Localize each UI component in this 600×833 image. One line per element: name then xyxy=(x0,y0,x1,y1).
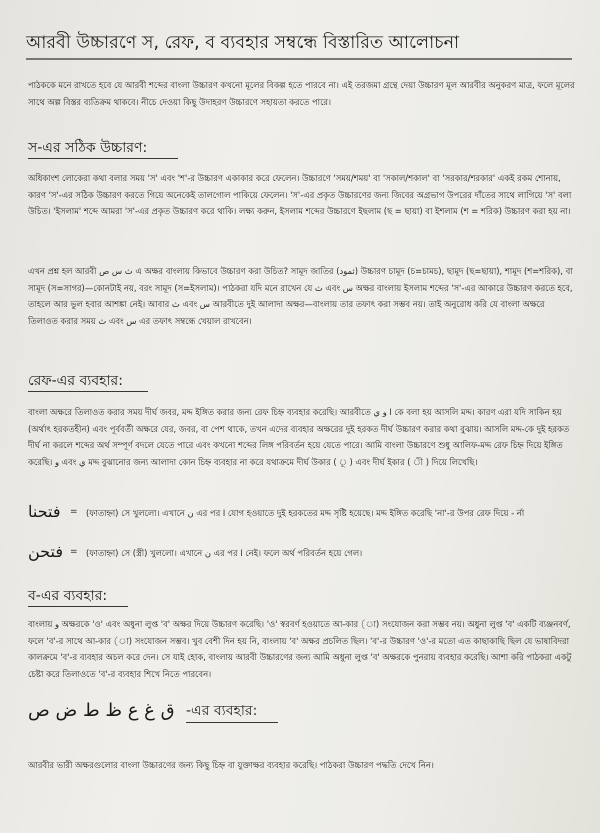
sa-paragraph-1: অধিকাংশ লোকেরা কথা বলার সময় 'স' এবং 'শ'-র উচ্চারণ একাকার করে ফেলেন। উচ্চারণে 'সময়/শময়' বা 'সকাল/শকাল' বা 'সরকার/শরকার' একই রকম শোনায়, কারণ 'স'-এর সঠিক উচ্চারণ করতে গিয়ে অনেকেই তালগোল পাকিয়ে ফেলেন। 'স'-এর প্রকৃত উচ্চারণের জন্য জিবের অগ্রভাগ উপরের দাঁতের সাথে লাগিয়ে 'স' বলা উচিত। 'ইসলাম' শব্দে আমরা 'স'-এর প্রকৃত উচ্চারণ করে থাকি। লক্ষ্য করুন, ইসলাম শব্দের উচ্চারণে ইছলাম (ছ = ছায়া) বা ইশলাম (শ = শরিক) উচ্চারণ করা হয় না। xyxy=(28,173,572,216)
section-heading-ba: ব-এর ব্যবহার: xyxy=(28,588,108,604)
example-row xyxy=(28,503,576,537)
ref-paragraph-1: বাংলা অক্ষরে তিলাওত করার সময় দীর্ঘ জবর, মদ্দ ইঙ্গিত করার জন্য রেফ চিহ্ন ব্যবহার করেছি। আরবীতে ا و ي কে বলা হয় আসলি মদ্দ। কারণ এরা যদি সাকিন হয় (অর্থাৎ হরকতহীন) এবং পূর্ববর্তী অক্ষরে যের, জবর, বা পেশ থাকে, তখন এদের ব্যবহার অক্ষরের দুই হরকত দীর্ঘ উচ্চারণ করার কথা বুঝায়। আসলি মদ্দ-কে দুই হরকত দীর্ঘ না করলে শব্দের অর্থ সম্পূর্ণ বদলে যেতে পারে এবং কখনো শব্দের লিঙ্গ পরিবর্তন হয়ে যেতে পারে। আমি বাংলা উচ্চারণে শুধু আলিফ-মদ্দ রেফ চিহ্ন দিয়ে ইঙ্গিত করেছি। و এবং ي মদ্দ বুঝানোর জন্য আলাদা কোন চিহ্ন ব্যবহার না করে যথাক্রমে দীর্ঘ উকার ( ূ ) এবং দীর্ঘ ইকার ( ী ) দিয়ে লিখেছি। xyxy=(28,407,570,467)
heading-underline xyxy=(28,606,128,607)
heading-underline xyxy=(186,722,278,723)
example-explanation: (ফাতাহ্না) সে খুললো। এখানে ن এর পর ا যোগ হওয়াতে দুই হরকতের মদ্দ সৃষ্টি হয়েছে। মদ্দ ইঙ্গিত করেছি 'না'-র উপর রেফ দিয়ে - র্না xyxy=(86,508,525,518)
title-divider xyxy=(26,58,572,60)
equals-sign: = xyxy=(70,507,78,517)
intro-paragraph: পাঠককে মনে রাখতে হবে যে আরবী শব্দের বাংলা উচ্চারণ কখনো মূলের বিকল্প হতে পারবে না। এই তরজমা গ্রন্থে দেয়া উচ্চারণ মূল আরবীর অনুকরণ মাত্র, ফলে মূলের সাথে অল্প বিস্তর ব্যতিক্রম থাকবে। নীচে দেওয়া কিছু উদাহরণ উচ্চারণে সহায়তা করতে পারে। xyxy=(28,80,575,107)
example-row xyxy=(28,543,576,565)
heavy-letters-paragraph: আরবীর ভারী অক্ষরগুলোর বাংলা উচ্চারণের জন্য কিছু চিহ্ন বা যুক্তাক্ষর ব্যবহার করেছি। পাঠকরা উচ্চারণ পদ্ধতি দেখে নিন। xyxy=(28,760,434,770)
sa-paragraph-2: এখন প্রশ্ন হল আরবী ث س ص এ অক্ষর বাংলায় কিভাবে উচ্চারণ করা উচিত? সামূদ জাতির (ثمود) উচ্চারণ চামূদ (চ=চামচ), ছামূদ (ছ=ছায়া), শামূদ (শ=শরিক), বা সামূদ (স=সাগর)—কোনটাই নয়, বরং সামূদ (স=ইসলাম)। পাঠকরা যদি মনে রাখেন যে ث এবং س অক্ষর বাংলায় ইসলাম শব্দের 'স'-এর আকারে উচ্চারণ করতে হবে, তাহলে আর ভুল হবার আশঙ্কা নেই। আবার ث এবং س আরবীতে দুই আলাদা অক্ষর—বাংলায় তার তফাৎ করা সম্ভব নয়। তাই অনুরোধ করি যে বাংলা অক্ষরে তিলাওত করার সময় ث এবং س এর তফাৎ সম্বন্ধে খেয়াল রাখবেন। xyxy=(28,266,573,326)
example-explanation: (ফাতাহ্না) সে (স্ত্রী) খুললো। এখানে ن এর পর ا নেই। ফলে অর্থ পরিবর্তন হয়ে গেল। xyxy=(86,548,363,558)
arabic-example-word: فتحنا xyxy=(28,502,61,521)
heading-underline xyxy=(28,158,178,159)
arabic-example-word: فتحن xyxy=(28,542,63,561)
section-heading-sa: স-এর সঠিক উচ্চারণ: xyxy=(28,140,148,156)
heading-underline xyxy=(28,391,148,392)
arabic-heavy-letters: ق غ ع ظ ط ض ص xyxy=(28,700,175,721)
page-title: আরবী উচ্চারণে স, রেফ, ব ব্যবহার সম্বন্ধে বিস্তারিত আলোচনা xyxy=(26,33,460,53)
section-heading-ref: রেফ-এর ব্যবহার: xyxy=(28,373,123,389)
section-heading-heavy: -এর ব্যবহার: xyxy=(186,703,258,719)
ba-paragraph-1: বাংলায় و অক্ষরকে 'ও' এবং অধুনা লুপ্ত 'ব' অক্ষর দিয়ে উচ্চারণ করেছি। 'ও' স্বরবর্ণ হওয়াতে আ-কার (া) সংযোজন করা সম্ভব নয়। অধুনা লুপ্ত 'ব' একটি ব্যঞ্জনবর্ণ, ফলে 'ব'-র সাথে আ-কার (া) সংযোজন সম্ভব। খুব বেশী দিন হয় নি, বাংলায় 'ব' অক্ষর প্রচলিত ছিল। 'ব'-র উচ্চারণ 'ও'-র মতো এত কাছাকাছি ছিল যে ভাষাবিদরা কালক্রমে 'ব'-র ব্যবহার অচল করে দেন। সে যাই হোক, বাংলায় আরবী উচ্চারণের জন্য আমি অধুনা লুপ্ত 'ব' অক্ষরকে পুনরায় ব্যবহার করেছি। আশা করি পাঠকরা একটু চেষ্টা করে তিলাওতে 'ব'-র ব্যবহার শিখে নিতে পারবেন। xyxy=(28,619,572,679)
equals-sign: = xyxy=(70,547,78,557)
